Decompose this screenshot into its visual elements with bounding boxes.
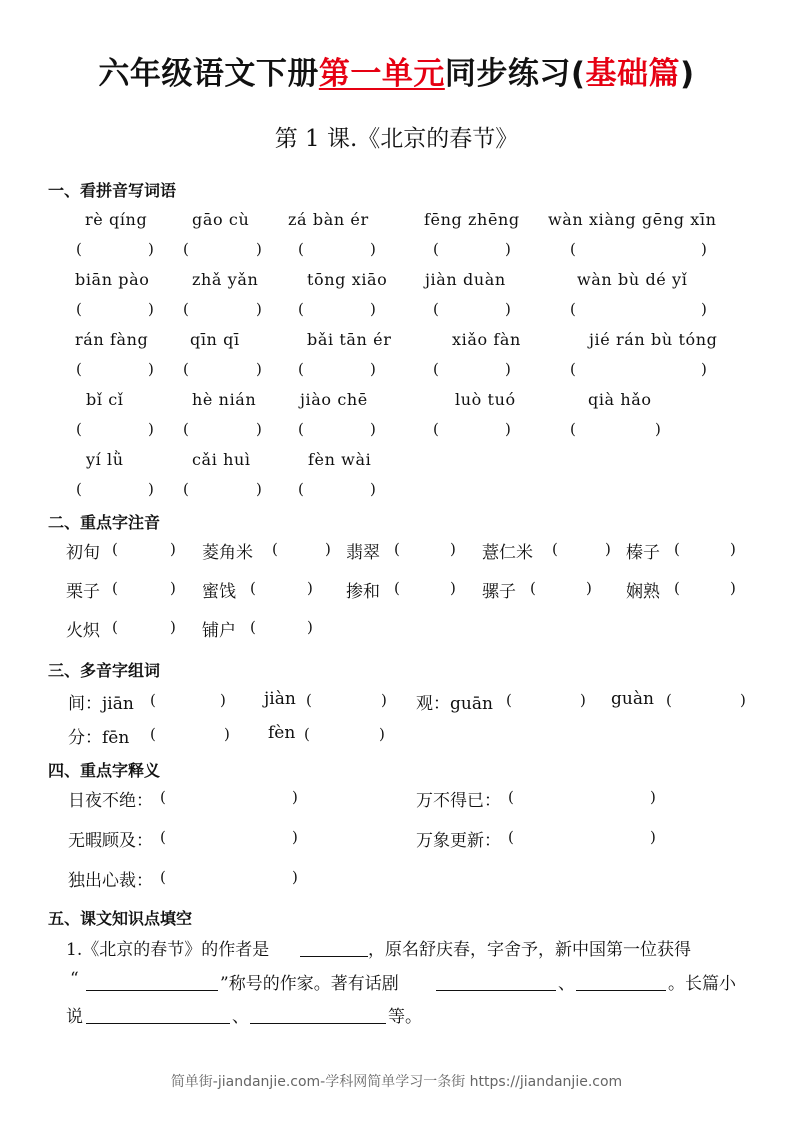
answer-paren-close[interactable]: ) <box>701 360 707 378</box>
answer-paren-open[interactable]: ( <box>76 300 82 318</box>
answer-paren-close[interactable]: ) <box>292 868 298 886</box>
answer-paren-open[interactable]: ( <box>183 300 189 318</box>
idiom-label: 无暇顾及： <box>68 831 153 851</box>
answer-paren-open[interactable]: ( <box>666 691 672 709</box>
fill-text: 。长篇小 <box>668 974 736 994</box>
lesson-title: 第 1 课.《北京的春节》 <box>274 126 519 152</box>
answer-paren-open[interactable]: ( <box>250 579 256 597</box>
answer-paren-close[interactable]: ) <box>379 725 385 743</box>
pinyin-label: bǎi tān ér <box>307 330 392 349</box>
answer-paren-close[interactable]: ) <box>450 540 456 558</box>
answer-paren-close[interactable]: ) <box>586 579 592 597</box>
answer-paren-close[interactable]: ) <box>256 240 262 258</box>
answer-paren-close[interactable]: ) <box>650 828 656 846</box>
pinyin-label: bǐ cǐ <box>86 390 124 409</box>
answer-paren-close[interactable]: ) <box>730 540 736 558</box>
answer-paren-open[interactable]: ( <box>298 240 304 258</box>
answer-paren-open[interactable]: ( <box>183 360 189 378</box>
fill-text: ”称号的作家。著有话剧 <box>220 974 399 994</box>
answer-paren-open[interactable]: ( <box>433 240 439 258</box>
answer-paren-open[interactable]: ( <box>112 618 118 636</box>
answer-paren-close[interactable]: ) <box>701 300 707 318</box>
pinyin-label: jiàn duàn <box>425 270 506 289</box>
answer-paren-open[interactable]: ( <box>76 420 82 438</box>
answer-paren-close[interactable]: ) <box>370 240 376 258</box>
answer-paren-open[interactable]: ( <box>298 360 304 378</box>
polyphone-label: 观：guān <box>416 694 493 714</box>
answer-paren-open[interactable]: ( <box>570 420 576 438</box>
pinyin-label: fēng zhēng <box>424 210 520 229</box>
answer-paren-open[interactable]: ( <box>250 618 256 636</box>
title-part1: 六年级语文下册 <box>98 56 319 92</box>
answer-paren-open[interactable]: ( <box>160 788 166 806</box>
polyphone-label: 分：fēn <box>68 728 130 748</box>
polyphone-label: fèn <box>268 723 296 743</box>
answer-paren-close[interactable]: ) <box>505 420 511 438</box>
blank-author[interactable] <box>300 956 368 957</box>
answer-paren-close[interactable]: ) <box>148 300 154 318</box>
pinyin-label: fèn wài <box>308 450 372 469</box>
answer-paren-open[interactable]: ( <box>508 788 514 806</box>
pinyin-label: hè nián <box>192 390 257 409</box>
title-level: 基础篇 <box>585 56 680 92</box>
answer-paren-open[interactable]: ( <box>76 360 82 378</box>
answer-paren-close[interactable]: ) <box>370 360 376 378</box>
answer-paren-close[interactable]: ) <box>224 725 230 743</box>
answer-paren-open[interactable]: ( <box>183 420 189 438</box>
term-label: 翡翠 <box>346 543 380 563</box>
answer-paren-close[interactable]: ) <box>701 240 707 258</box>
fill-text: “ <box>70 969 79 989</box>
answer-paren-open[interactable]: ( <box>508 828 514 846</box>
answer-paren-close[interactable]: ) <box>292 828 298 846</box>
answer-paren-close[interactable]: ) <box>170 579 176 597</box>
answer-paren-open[interactable]: ( <box>304 725 310 743</box>
answer-paren-open[interactable]: ( <box>160 828 166 846</box>
answer-paren-open[interactable]: ( <box>530 579 536 597</box>
blank-drama-2[interactable] <box>576 990 666 991</box>
answer-paren-close[interactable]: ) <box>370 420 376 438</box>
fill-text: 1.《北京的春节》的作者是 <box>66 940 270 960</box>
idiom-label: 万不得已： <box>416 791 501 811</box>
term-label: 榛子 <box>626 543 660 563</box>
term-label: 蜜饯 <box>202 582 236 602</box>
polyphone-label: guàn <box>611 689 654 709</box>
term-label: 铺户 <box>202 621 236 641</box>
term-label: 菱角米 <box>202 543 253 563</box>
blank-drama-1[interactable] <box>436 990 556 991</box>
answer-paren-close[interactable]: ) <box>370 300 376 318</box>
answer-paren-close[interactable]: ) <box>580 691 586 709</box>
answer-paren-close[interactable]: ) <box>505 360 511 378</box>
pinyin-label: wàn bù dé yǐ <box>577 270 688 289</box>
answer-paren-close[interactable]: ) <box>307 579 313 597</box>
title-unit: 第一单元 <box>318 56 445 92</box>
term-label: 掺和 <box>346 582 380 602</box>
pinyin-label: zhǎ yǎn <box>192 270 259 289</box>
section-3-heading: 三、多音字组词 <box>48 661 161 680</box>
answer-paren-close[interactable]: ) <box>450 579 456 597</box>
answer-paren-close[interactable]: ) <box>148 420 154 438</box>
answer-paren-close[interactable]: ) <box>730 579 736 597</box>
pinyin-label: tōng xiāo <box>307 270 388 289</box>
idiom-label: 日夜不绝： <box>68 791 153 811</box>
title-part5: ) <box>680 56 695 92</box>
answer-paren-open[interactable]: ( <box>433 420 439 438</box>
pinyin-label: xiǎo fàn <box>452 330 521 349</box>
fill-text: 等。 <box>388 1007 422 1027</box>
answer-paren-open[interactable]: ( <box>298 300 304 318</box>
pinyin-label: rán fàng <box>75 330 149 349</box>
answer-paren-close[interactable]: ) <box>256 480 262 498</box>
answer-paren-close[interactable]: ) <box>505 240 511 258</box>
answer-paren-open[interactable]: ( <box>570 300 576 318</box>
answer-paren-open[interactable]: ( <box>112 540 118 558</box>
answer-paren-open[interactable]: ( <box>433 360 439 378</box>
pinyin-label: biān pào <box>75 270 150 289</box>
answer-paren-close[interactable]: ) <box>325 540 331 558</box>
polyphone-label: jiàn <box>264 689 296 709</box>
term-label: 火炽 <box>66 621 100 641</box>
footer-watermark: 简单街-jiandanjie.com-学科网简单学习一条街 https://jiandanjie.com <box>170 1074 623 1090</box>
answer-paren-open[interactable]: ( <box>298 480 304 498</box>
answer-paren-open[interactable]: ( <box>394 540 400 558</box>
title-part3: 同步练习( <box>444 56 586 92</box>
answer-paren-open[interactable]: ( <box>570 360 576 378</box>
blank-honorary-title[interactable] <box>86 990 218 991</box>
answer-paren-close[interactable]: ) <box>655 420 661 438</box>
answer-paren-close[interactable]: ) <box>148 240 154 258</box>
pinyin-label: yí lǜ <box>86 450 124 469</box>
answer-paren-open[interactable]: ( <box>150 725 156 743</box>
answer-paren-close[interactable]: ) <box>256 420 262 438</box>
term-label: 骡子 <box>482 582 516 602</box>
answer-paren-open[interactable]: ( <box>674 579 680 597</box>
fill-text: 说 <box>66 1007 83 1027</box>
pinyin-label: qīn qī <box>190 330 240 349</box>
answer-paren-close[interactable]: ) <box>292 788 298 806</box>
blank-novel-1[interactable] <box>86 1023 230 1024</box>
answer-paren-open[interactable]: ( <box>183 240 189 258</box>
section-5-heading: 五、课文知识点填空 <box>48 909 193 928</box>
term-label: 薏仁米 <box>482 543 533 563</box>
answer-paren-close[interactable]: ) <box>148 360 154 378</box>
term-label: 初旬 <box>66 543 100 563</box>
section-4-heading: 四、重点字释义 <box>48 761 161 780</box>
pinyin-label: jiào chē <box>300 390 368 409</box>
page-title <box>0 48 793 93</box>
idiom-label: 独出心裁： <box>68 871 153 891</box>
pinyin-label: gāo cù <box>192 210 250 229</box>
term-label: 栗子 <box>66 582 100 602</box>
term-label: 娴熟 <box>626 582 660 602</box>
answer-paren-open[interactable]: ( <box>552 540 558 558</box>
section-1-heading: 一、看拼音写词语 <box>48 181 177 200</box>
answer-paren-close[interactable]: ) <box>307 618 313 636</box>
pinyin-label: rè qíng <box>85 210 148 229</box>
answer-paren-close[interactable]: ) <box>256 360 262 378</box>
answer-paren-open[interactable]: ( <box>506 691 512 709</box>
answer-paren-close[interactable]: ) <box>148 480 154 498</box>
pinyin-label: luò tuó <box>455 390 516 409</box>
pinyin-label: jié rán bù tóng <box>589 330 718 349</box>
answer-paren-open[interactable]: ( <box>183 480 189 498</box>
answer-paren-close[interactable]: ) <box>220 691 226 709</box>
answer-paren-open[interactable]: ( <box>160 868 166 886</box>
answer-paren-open[interactable]: ( <box>394 579 400 597</box>
answer-paren-open[interactable]: ( <box>150 691 156 709</box>
answer-paren-close[interactable]: ) <box>256 300 262 318</box>
fill-text: 、 <box>232 1007 249 1027</box>
answer-paren-close[interactable]: ) <box>605 540 611 558</box>
answer-paren-open[interactable]: ( <box>674 540 680 558</box>
pinyin-label: cǎi huì <box>192 450 251 469</box>
fill-text: ，原名舒庆春，字舍予，新中国第一位获得 <box>368 940 691 960</box>
answer-paren-close[interactable]: ) <box>170 618 176 636</box>
pinyin-label: qià hǎo <box>588 390 652 409</box>
pinyin-label: zá bàn ér <box>288 210 369 229</box>
answer-paren-open[interactable]: ( <box>433 300 439 318</box>
answer-paren-close[interactable]: ) <box>740 691 746 709</box>
answer-paren-close[interactable]: ) <box>170 540 176 558</box>
answer-paren-close[interactable]: ) <box>650 788 656 806</box>
section-2-heading: 二、重点字注音 <box>48 513 161 532</box>
idiom-label: 万象更新： <box>416 831 501 851</box>
answer-paren-close[interactable]: ) <box>505 300 511 318</box>
answer-paren-close[interactable]: ) <box>381 691 387 709</box>
answer-paren-open[interactable]: ( <box>272 540 278 558</box>
pinyin-label: wàn xiàng gēng xīn <box>548 210 717 229</box>
answer-paren-open[interactable]: ( <box>298 420 304 438</box>
answer-paren-open[interactable]: ( <box>76 240 82 258</box>
answer-paren-open[interactable]: ( <box>76 480 82 498</box>
polyphone-label: 间：jiān <box>68 694 134 714</box>
answer-paren-open[interactable]: ( <box>306 691 312 709</box>
fill-text: 、 <box>558 974 575 994</box>
answer-paren-close[interactable]: ) <box>370 480 376 498</box>
answer-paren-open[interactable]: ( <box>570 240 576 258</box>
answer-paren-open[interactable]: ( <box>112 579 118 597</box>
blank-novel-2[interactable] <box>250 1023 386 1024</box>
